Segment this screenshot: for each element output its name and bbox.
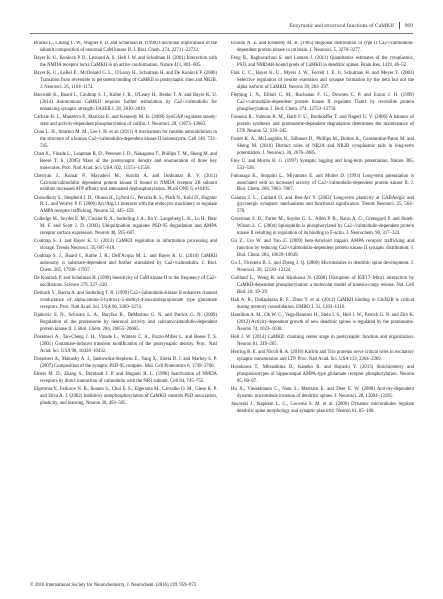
page-number: 969 [404, 22, 413, 29]
running-head-title: Enzymatic and structural functions of CaMKII [289, 22, 395, 29]
reference-entry: Ehlers M. D., Zhang S., Bernhadt J. P. and Huganir R. L. (1996) Inactivation of NMDA receptors by direct interaction of calmodulin with the NR1 subunit. Cell 84, 745–755. [34, 371, 217, 384]
reference-entry: Hell J. W. (2014) CaMKII: claiming center stage in postsynaptic function and organization. Neuron 81, 249–265. [231, 335, 414, 347]
reference-entry: Feng B., Raghavachari S. and Lisman J. (2011) Quantitative estimates of the cytoplasmic, PSD, and NMDAR-bound pools of CaMKII in dendritic spines. Brain Res. 1419, 46–52. [231, 56, 414, 68]
reference-entry: Coultrap S. J., Buard I., Kulbe J. R., Dell'Acqua M. L. and Bayer K. U. (2010) CaMKII autonomy is substrate-dependent and further stimulated by Ca2+/calmodulin. J. Biol. Chem. 285, 17930–17937. [34, 254, 217, 274]
reference-entry: Dosemeci A., Tao-Cheng J. H., Vinade L., Winters C. A., Pozzo-Miller L. and Reese T. S. (2001) Glutamate-induced transient modification of the postsynaptic density. Proc. Natl Acad. Sci. USA 98, 10428–10432. [34, 335, 217, 354]
reference-entry: Elgersma Y., Fedorov N. B., Ikonen S., Choi E. S., Elgersma M., Carvalho O. M., Giese K. P. and Silva A. J. (2002) Inhibitory autophosphorylation of CaMKII controls PSD association, plasticity, and learning. Neuron 36, 493–505. [34, 386, 217, 406]
reference-entry: Guillaud L., Wong R. and Hirokawa N. (2008) Disruption of KIF17–Mint1 interaction by CaMKII-dependent phosphorylation: a molecular model of kinesin-cargo release. Nat. Cell Biol. 10, 19–29. [231, 276, 414, 296]
references-right-column [231, 41, 414, 581]
references-left-column [34, 41, 217, 581]
reference-entry: Fink C. C., Bayer K. U., Myers J. W., Ferrell J. E. Jr, Schulman H. and Meyer T. (2003) Selective regulation of neurite extension and synapse formation by the beta but not the alpha isoform of CaMKII. Neuron 39, 283–297. [231, 71, 414, 90]
reference-entry: Jaworski J., Kapitein L. C., Gouveia S. M. et al. (2009) Dynamic microtubules regulate dendritic spine morphology and synaptic plasticity. Neuron 61, 85–100. [231, 401, 414, 414]
header-rule [30, 33, 413, 34]
reference-entry: Frey U. and Morris R. G. (1997) Synaptic tagging and long-term potentiation. Nature 385, 533–536. [231, 158, 414, 171]
reference-entry: Gaiarsa J. L., Caillard O. and Ben-Ari Y. (2002) Long-term plasticity at GABAergic and glycinergic synapses: mechanisms and functional significance. Trends Neurosci. 25, 564–570. [231, 195, 414, 215]
reference-entry: Fleming I. N., Elliott C. M., Buchanan F. G., Downes C. P. and Exton J. H. (1999) Ca2+/calmodulin-dependent protein kinase II regulates Tiam1 by reversible protein phosphorylation. J. Biol. Chem. 274, 12753–12758. [231, 92, 414, 112]
reference-entry: Hu X., Viesselmann C., Nam S., Merriam E. and Dent E. W. (2008) Activity-dependent dynamic microtubule invasion of dendritic spines. J. Neurosci. 28, 13094–13105. [231, 386, 414, 399]
reference-entry: Grossman S. D., Futter M., Snyder G. L., Allen P. B., Nairn A. C., Greengard P. and Hsieh-Wilson L. C. (2004) Spinophilin is phosphorylated by Ca2+/calmodulin-dependent protein kinase II resulting in regulation of its binding to F-actin. J. Neurochem. 90, 317–324. [231, 217, 414, 237]
reference-entry: Carlisle H. J., Manzerra P., Marcora E. and Kennedy M. B. (2008) SynGAP regulates steady-state and activity-dependent phosphorylation of cofilin. J. Neurosci. 28, 13673–13683. [34, 114, 217, 127]
reference-entry: Gu J., Firestein B. L. and Zheng J. Q. (2008) Microtubules in dendritic spine development. J. Neurosci. 28, 12120–12124. [231, 261, 414, 274]
reference-entry: Hosokawa T., Mitsushima D., Kaneko R. and Hayashi Y. (2015) Stoichiometry and phosphoisotypes of hippocampal AMPA-type glutamate receptor phosphorylation. Neuron 85, 60–67. [231, 365, 414, 384]
reference-entry: Chao L. H., Stratton M. M., Lee I. H. et al. (2011) A mechanism for tunable autoinhibition in the structure of a human Ca2+/calmodulin-dependent kinase II holoenzyme. Cell 146, 732–745. [34, 129, 217, 149]
reference-entry: Hamilton A. M., Oh W. C., Vega-Ramirez H., Stein I. S., Hell J. W., Patrick G. N. and Zito K. (2012) Activity-dependent growth of new dendritic spines is regulated by the proteasome. Neuron 74, 1023–1030. [231, 313, 414, 332]
reference-entry: Colledge M., Snyder E. M., Crozier R. A., Soderling J. A., Jin Y., Langeberg L. K., Lu H., Bear M. F. and Scott J. D. (2003) Ubiquitination regulates PSD-95 degradation and AMPA receptor surface expression. Neuron 40, 595–607. [34, 217, 217, 237]
reference-entry: Fukunaga K., Stoppini L., Miyamoto E. and Muller D. (1993) Long-term potentiation is associated with an increased activity of Ca2+/calmodulin-dependent protein kinase II. J. Biol. Chem. 268, 7863–7867. [231, 173, 414, 193]
reference-entry: Halt A. R., Dallapiazza R. F., Zhou Y. et al. (2012) CaMKII binding to GluN2B is critical during memory consolidation. EMBO J. 31, 1203–1216. [231, 298, 414, 311]
reference-entry: Chowdhury S., Shepherd J. D., Okuno H., Lyford G., Petralia R. S., Plath N., Kuhl D., Huganir R. L. and Worley P. F. (2006) Arc/Arg3.1 interacts with the endocytic machinery to regulate AMPA receptor trafficking. Neuron 52, 445–459. [34, 195, 217, 215]
reference-entry: Djakovic S. N., Schwarz L. A., Barylko B., DeMartino G. N. and Patrick G. N. (2009) Regulation of the proteasome by neuronal activity and calcium/calmodulin-dependent protein kinase II. J. Biol. Chem. 284, 26655–26665. [34, 313, 217, 332]
reference-entry: Foster K. A., McLaughlin N., Edbauer D., Phillips M., Bolton A., Constantine-Paton M. and Sheng M. (2010) Distinct roles of NR2A and NR2B cytoplasmic tails in long-term potentiation. J. Neurosci. 30, 2676–2685. [231, 136, 414, 156]
reference-entry: Coultrap S. J. and Bayer K. U. (2012) CaMKII regulation in information processing and storage. Trends Neurosci. 35, 607–618. [34, 239, 217, 252]
reference-entry: De Koninck P. and Schulman H. (1998) Sensitivity of CaM kinase II to the frequency of Ca2+ oscillations. Science 279, 227–230. [34, 276, 217, 289]
reference-entry: Gu Z., Liu W. and Yan Z. (2009) beta-Amyloid impairs AMPA receptor trafficking and function by reducing Ca2+/calmodulin-dependent protein kinase II synaptic distribution. J. Biol. Chem. 284, 10639–10649. [231, 239, 414, 259]
running-head-separator [399, 22, 400, 29]
reference-entry: Bayer K. U., LeBel É., McDonald G. L., O'Leary H., Schulman H. and De Koninck P. (2006) Transition from reversible to persistent binding of CaMKII to postsynaptic sites and NR2B. J. Neurosci. 26, 1164–1174. [34, 71, 217, 90]
reference-entry: Bracke L., Chiang L. W., Wagner P. D. and Schulman H. (1999) Functional implications of the subunit composition of neuronal CaM kinase II. J. Biol. Chem. 274, 22711–22722. [34, 41, 217, 53]
reference-entry: Erondu N. E. and Kennedy M. B. (1985) Regional distribution of type II Ca2+/calmodulin-dependent protein kinase in rat brain. J. Neurosci. 5, 3270–3277. [231, 41, 414, 53]
reference-entry: Bayer K. U., Koninck P. D., Leonard A. S., Hell J. W. and Schulman H. (2001) Interaction with the NMDA receptor locks CaMKII in an active conformation. Nature 411, 801–805. [34, 56, 217, 68]
reference-entry: Barcomb K., Buard I., Coultrap S. J., Kulbe J. R., O'Leary H., Benke T. A. and Bayer K. U. (2014) Autonomous CaMKII requires further stimulation by Ca2+/calmodulin for enhancing synaptic strength. FASEB J. 28, 3810–3819. [34, 92, 217, 112]
reference-entry: Chen X., Vinade L., Leapman R. D., Petersen J. D., Nakagawa T., Phillips T. M., Sheng M. and Reese T. S. (2005) Mass of the postsynaptic density and enumeration of three key molecules. Proc. Natl Acad. Sci. USA 102, 11551–11556. [34, 151, 217, 171]
references-columns [34, 41, 414, 581]
reference-entry: Fonseca R., Vabulas R. M., Hartl F. U., Bonhoeffer T. and Nagerl U. V. (2006) A balance of protein synthesis and proteasome-dependent degradation determines the maintenance of LTP. Neuron 52, 239–245. [231, 114, 414, 134]
reference-entry: Herring B. E. and Nicoll R. A. (2016) Kalirin and Trio proteins serve critical roles in excitatory synaptic transmission and LTP. Proc. Natl Acad. Sci. USA 113, 2264–2269. [231, 350, 414, 362]
reference-entry: Derkach V., Barria A. and Soderling T. R. (1999) Ca2+/calmodulin-kinase II enhances channel conductance of alpha-amino-3-hydroxy-5-methyl-4-isoxazolepropionate type glutamate receptors. Proc. Natl Acad. Sci. USA 96, 3269–3274. [34, 291, 217, 311]
running-head [289, 22, 413, 29]
reference-entry: Dosemeci A., Makusky A. J., Jankowska-Stephens E., Yang X., Slotta D. J. and Markey S. P. (2007) Composition of the synaptic PSD-95 complex. Mol. Cell Proteomics 6, 1749–1760. [34, 356, 217, 369]
page-footer: © 2016 International Society for Neurochemistry, J. Neurochem. (2016) 139, 959–972 [30, 583, 197, 588]
reference-entry: Cheriyan J., Kumar P., Mayadevi M., Surolia A. and Omkumar R. V. (2011) Calcium/calmodulin dependent protein kinase II bound to NMDA receptor 2B subunit exhibits increased ATP affinity and attenuated dephosphorylation. PLoS ONE 6, e16495. [34, 173, 217, 193]
